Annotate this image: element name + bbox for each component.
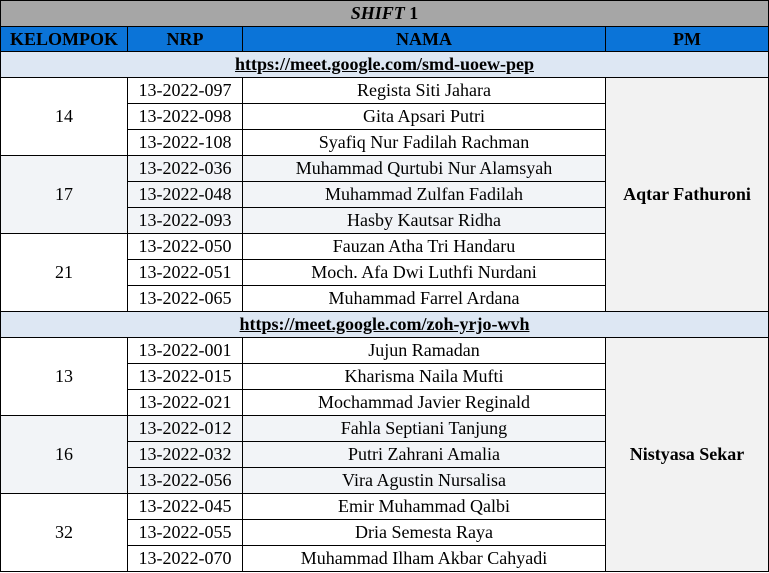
nama-cell: Syafiq Nur Fadilah Rachman xyxy=(243,130,606,156)
nrp-cell: 13-2022-097 xyxy=(128,78,243,104)
table-row xyxy=(1,78,769,104)
header-pm: PM xyxy=(606,27,769,52)
nrp-cell: 13-2022-012 xyxy=(128,416,243,442)
nrp-cell: 13-2022-032 xyxy=(128,442,243,468)
nrp-cell: 13-2022-051 xyxy=(128,260,243,286)
nrp-cell: 13-2022-056 xyxy=(128,468,243,494)
section-link-cell xyxy=(1,312,769,338)
section-link-row xyxy=(1,312,769,338)
title-row xyxy=(1,1,769,27)
pm-cell: Aqtar Fathuroni xyxy=(606,78,769,312)
kelompok-cell: 17 xyxy=(1,156,128,234)
nama-cell: Muhammad Zulfan Fadilah xyxy=(243,182,606,208)
pm-cell: Nistyasa Sekar xyxy=(606,338,769,572)
nrp-cell: 13-2022-055 xyxy=(128,520,243,546)
nrp-cell: 13-2022-001 xyxy=(128,338,243,364)
nama-cell: Dria Semesta Raya xyxy=(243,520,606,546)
nrp-cell: 13-2022-048 xyxy=(128,182,243,208)
nama-cell: Gita Apsari Putri xyxy=(243,104,606,130)
section-link-row xyxy=(1,52,769,78)
title-rest: 1 xyxy=(404,3,419,23)
nrp-cell: 13-2022-015 xyxy=(128,364,243,390)
nama-cell: Kharisma Naila Mufti xyxy=(243,364,606,390)
nama-cell: Emir Muhammad Qalbi xyxy=(243,494,606,520)
nama-cell: Regista Siti Jahara xyxy=(243,78,606,104)
kelompok-cell: 21 xyxy=(1,234,128,312)
meet-link[interactable]: https://meet.google.com/smd-uoew-pep xyxy=(235,54,534,74)
section-link-cell xyxy=(1,52,769,78)
nama-cell: Vira Agustin Nursalisa xyxy=(243,468,606,494)
meet-link[interactable]: https://meet.google.com/zoh-yrjo-wvh xyxy=(239,314,530,334)
nrp-cell: 13-2022-021 xyxy=(128,390,243,416)
nama-cell: Mochammad Javier Reginald xyxy=(243,390,606,416)
nrp-cell: 13-2022-093 xyxy=(128,208,243,234)
nrp-cell: 13-2022-036 xyxy=(128,156,243,182)
header-row xyxy=(1,27,769,52)
nrp-cell: 13-2022-050 xyxy=(128,234,243,260)
nama-cell: Fahla Septiani Tanjung xyxy=(243,416,606,442)
nama-cell: Muhammad Ilham Akbar Cahyadi xyxy=(243,546,606,572)
kelompok-cell: 13 xyxy=(1,338,128,416)
title-italic: SHIFT xyxy=(350,3,405,23)
table-body xyxy=(1,52,769,572)
nrp-cell: 13-2022-070 xyxy=(128,546,243,572)
nrp-cell: 13-2022-098 xyxy=(128,104,243,130)
header-kelompok: KELOMPOK xyxy=(1,27,128,52)
kelompok-cell: 32 xyxy=(1,494,128,572)
nrp-cell: 13-2022-045 xyxy=(128,494,243,520)
kelompok-cell: 14 xyxy=(1,78,128,156)
kelompok-cell: 16 xyxy=(1,416,128,494)
nama-cell: Hasby Kautsar Ridha xyxy=(243,208,606,234)
nrp-cell: 13-2022-108 xyxy=(128,130,243,156)
table-title xyxy=(1,1,769,27)
header-nrp: NRP xyxy=(128,27,243,52)
nama-cell: Muhammad Farrel Ardana xyxy=(243,286,606,312)
nama-cell: Putri Zahrani Amalia xyxy=(243,442,606,468)
nama-cell: Moch. Afa Dwi Luthfi Nurdani xyxy=(243,260,606,286)
header-nama: NAMA xyxy=(243,27,606,52)
nama-cell: Fauzan Atha Tri Handaru xyxy=(243,234,606,260)
nama-cell: Jujun Ramadan xyxy=(243,338,606,364)
table-row xyxy=(1,338,769,364)
nama-cell: Muhammad Qurtubi Nur Alamsyah xyxy=(243,156,606,182)
nrp-cell: 13-2022-065 xyxy=(128,286,243,312)
